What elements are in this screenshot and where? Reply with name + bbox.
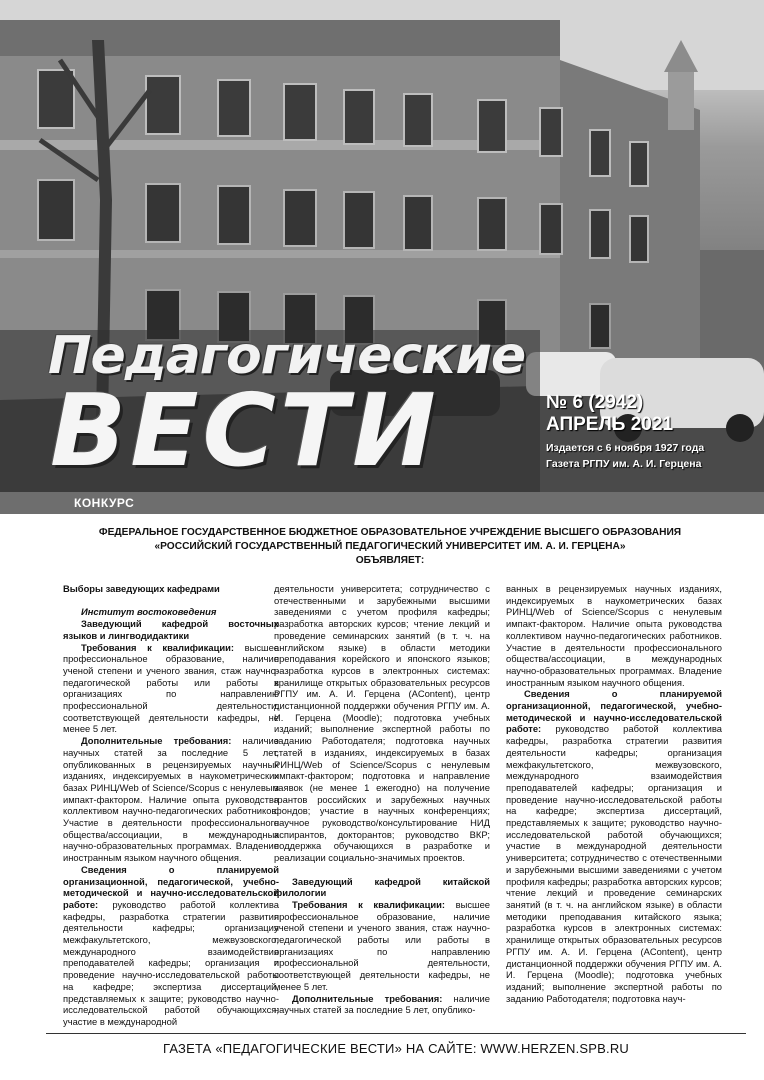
masthead-title-line2: ВЕСТИ [50, 372, 440, 489]
published-since: Издается с 6 ноября 1927 года [546, 442, 705, 454]
header-line3: ОБЪЯВЛЯЕТ: [355, 555, 425, 566]
plan-text: руководство работой коллектива кафедры, разработка стратегии развития деятельности кафедры; организация межфакультетского, межвузовского, международного взаимодействия преподавателей кафедры; организация и проведение научно-исследовательской работы на кафедре; экспертиза диссертаций, представляемых к защите; руководство научно-исследовательской работой обучающихся; участие в международной деятельности университета; сотрудничество с отечественными и зарубежными высшими заведениями с учетом профиля кафедры; разработка авторских курсов; чтение лекций и проведение семинарских занятий (в т. ч. на английском языке) в области методики преподавания китайского языка; разработка курсов в электронных системах: хранилище открытых образовательных ресурсов РГПУ им. А. И. Герцена (AContent), центр дистанционной поддержки обучения РГПУ им. А. И. Герцена (Moodle); подготовка учебных изданий; выполнение экспертной работы по заданию Работодателя; подготовка науч- [506, 723, 722, 1004]
section-heading: Выборы заведующих кафедрами [63, 583, 220, 594]
column-2 [274, 583, 490, 1016]
newspaper-of: Газета РГПУ им. А. И. Герцена [546, 458, 702, 470]
position-title: Заведующий кафедрой восточных языков и лингводидактики [63, 618, 279, 641]
continued-text: ванных в рецензируемых научных изданиях, индексируемых в наукометрических базах РИНЦ/Web of Science/Scopus с ненулевым импакт-фактором. Наличие опыта руководства коллективом научно-педагогических работников. Участие в деятельности профессионального общества/ассоциации, в международных научно-образовательных программах. Владение иностранным языком научного общения. [506, 583, 722, 688]
plan-paragraph [506, 688, 722, 1004]
additional-text: наличие научных статей за последние 5 лет, опублико- [274, 992, 490, 1016]
additional-paragraph [274, 993, 490, 1016]
qualification-paragraph [274, 899, 490, 993]
additional-label: Дополнительные требования: [292, 992, 443, 1004]
masthead-title-line1: Педагогические [48, 326, 526, 386]
additional-paragraph [63, 735, 279, 864]
plan-text: руководство работой коллектива кафедры, разработка стратегии развития деятельности кафедры; организация межфакультетского, межвузовского, международного взаимодействия преподавателей кафедры; организация и проведение научно-исследовательской работы на кафедре; экспертиза диссертаций, представляемых к защите; руководство научно-исследовательской работой обучающихся; участие в международной [63, 898, 279, 1027]
issue-number: № 6 (2942) [546, 392, 644, 413]
issue-date: АПРЕЛЬ 2021 [546, 414, 674, 435]
qualification-paragraph [63, 642, 279, 736]
announcement-header [40, 526, 740, 568]
qualification-label: Требования к квалификации: [81, 641, 234, 653]
plan-paragraph [63, 864, 279, 1028]
plan-label: Сведения о планируемой организационной, педагогической, учебно-методической и научно-исследовательской работе: [506, 688, 722, 735]
qualification-text: высшее профессиональное образование, наличие ученой степени и ученого звания, стаж научно-педагогической работы или работы в организациях по направлению профессиональной деятельности, соответствующей деятельности кафедры, не менее 5 лет. [274, 898, 491, 992]
header-line1: ФЕДЕРАЛЬНОЕ ГОСУДАРСТВЕННОЕ БЮДЖЕТНОЕ ОБРАЗОВАТЕЛЬНОЕ УЧРЕЖДЕНИЕ ВЫСШЕГО ОБРАЗОВАНИЯ [98, 527, 682, 538]
issue-info [546, 392, 673, 436]
rubric-label: КОНКУРС [74, 496, 135, 510]
institute-name: Институт востоковедения [81, 606, 217, 618]
qualification-label: Требования к квалификации: [292, 898, 445, 910]
plan-label: Сведения о планируемой организационной, педагогической, учебно-методической и научно-исследовательской работе: [63, 863, 279, 910]
footer-website: ГАЗЕТА «ПЕДАГОГИЧЕСКИЕ ВЕСТИ» НА САЙТЕ: WWW.HERZEN.SPB.RU [162, 1041, 630, 1056]
position-title: Заведующий кафедрой китайской филологии [274, 875, 490, 899]
qualification-text: высшее профессиональное образование, наличие ученой степени и ученого звания, стаж научно-педагогической работы или работы в организациях по направлению профессиональной деятельности, соответствующей деятельности кафедры, не менее 5 лет. [63, 641, 280, 735]
additional-text: наличие научных статей за последние 5 лет, опубликованных в рецензируемых научных изданиях, индексируемых в наукометрических базах РИНЦ/Web of Science/Scopus с ненулевым импакт-фактором. Наличие опыта руководства коллективом научно-педагогических работников. Участие в деятельности профессионального общества/ассоциации, в международных научно-образовательных программах. Владение иностранным языком научного общения. [63, 735, 279, 864]
column-3 [506, 583, 722, 1004]
publication-info [546, 440, 704, 472]
continued-text: деятельности университета; сотрудничество с отечественными и зарубежными высшими заведениями с учетом профиля кафедры; разработка авторских курсов; чтение лекций и проведение семинарских занятий (в т. ч. на английском языке) в области методики преподавания корейского и японского языков; разработка курсов в электронных системах: хранилище открытых образовательных ресурсов РГПУ им. А. И. Герцена (AContent), центр дистанционной поддержки обучения РГПУ им. А. И. Герцена (Moodle); подготовка учебных изданий; выполнение экспертной работы по заданию Работодателя; подготовка научных статей в изданиях, индексируемых в базах РИНЦ/Web of Science/Scopus с ненулевым импакт-фактором; подготовка и направление заявок (не менее 1 ежегодно) на получение грантов российских и зарубежных научных фондов; участие в научных конференциях; научное руководство/консультирование НИД аспирантов, докторантов; руководство ВКР; поддержка обучающихся в разработке и реализации социально-значимых проектов. [274, 583, 490, 864]
header-line2: «РОССИЙСКИЙ ГОСУДАРСТВЕННЫЙ ПЕДАГОГИЧЕСКИЙ УНИВЕРСИТЕТ ИМ. А. И. ГЕРЦЕНА» [154, 541, 626, 552]
rubric-bar [0, 492, 764, 514]
footer-rule [46, 1033, 746, 1034]
masthead-photo [0, 0, 764, 492]
additional-label: Дополнительные требования: [81, 735, 232, 747]
column-1 [63, 583, 279, 1028]
